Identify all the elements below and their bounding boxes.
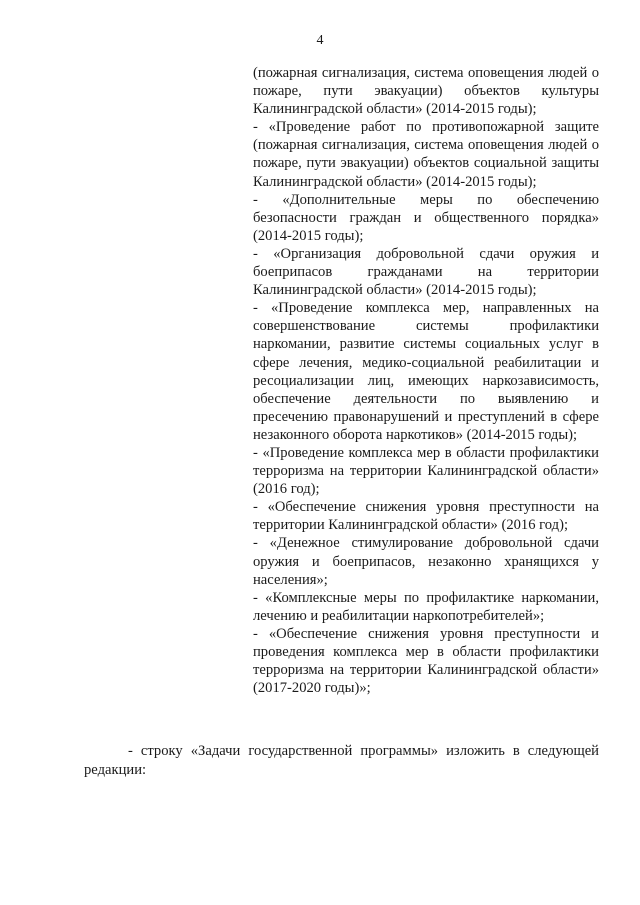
list-item: - «Проведение комплекса мер, направленных на совершенствование системы профилактики наркомании, развитие системы социальных услуг в сфере лечения, медико-социальной реабилитации и ресоциализации лиц, имеющих наркозависимость, обеспечение деятельности по выявлению и пресечению правонарушений и преступлений в сфере незаконного оборота наркотиков» (2014-2015 годы); xyxy=(253,300,599,443)
page-number: 4 xyxy=(316,33,324,48)
subprogram-list xyxy=(253,64,599,697)
list-item: - «Обеспечение снижения уровня преступности и проведения комплекса мер в области профилактики терроризма на территории Калининградской области» (2017-2020 годы)»; xyxy=(253,625,599,697)
closing-paragraph: - строку «Задачи государственной программы» изложить в следующей редакции: xyxy=(84,743,599,778)
list-item: - «Комплексные меры по профилактике наркомании, лечению и реабилитации наркопотребителей»; xyxy=(253,589,599,624)
list-item: - «Обеспечение снижения уровня преступности на территории Калининградской области» (2016 год); xyxy=(253,499,599,534)
list-item: - «Дополнительные меры по обеспечению безопасности граждан и общественного порядка» (2014-2015 годы); xyxy=(253,191,599,244)
list-item: - «Денежное стимулирование добровольной сдачи оружия и боеприпасов, незаконно хранящихся у населения»; xyxy=(253,535,599,588)
list-item: - «Организация добровольной сдачи оружия и боеприпасов гражданами на территории Калининградской области» (2014-2015 годы); xyxy=(253,245,599,299)
list-item: (пожарная сигнализация, система оповещения людей о пожаре, пути эвакуации) объектов культуры Калининградской области» (2014-2015 годы); xyxy=(253,65,599,118)
list-item: - «Проведение комплекса мер в области профилактики терроризма на территории Калининградской области» (2016 год); xyxy=(253,444,599,498)
list-item: - «Проведение работ по противопожарной защите (пожарная сигнализация, система оповещения людей о пожаре, пути эвакуации) объектов социальной защиты Калининградской области» (2014-2015 годы); xyxy=(253,119,599,190)
